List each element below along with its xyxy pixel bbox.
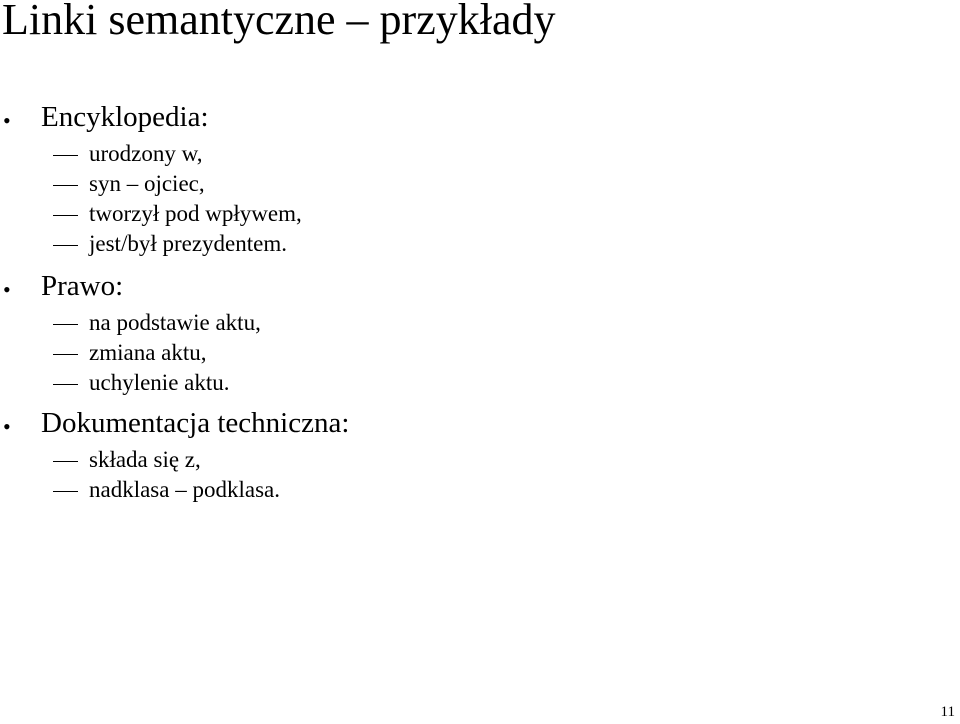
sub-item-text: na podstawie aktu, (89, 310, 261, 335)
dash-icon (53, 155, 78, 156)
page-number: 11 (940, 704, 955, 720)
sub-item-text: zmiana aktu, (89, 340, 207, 365)
sub-item-text: uchylenie aktu. (89, 370, 230, 395)
dash-icon (53, 185, 78, 186)
bullet-label: Dokumentacja techniczna: (41, 407, 350, 439)
sub-item-text: syn – ojciec, (89, 171, 205, 196)
bullet-icon: • (3, 277, 11, 302)
dash-icon (53, 384, 78, 385)
dash-icon (53, 491, 78, 492)
slide-title: Linki semantyczne – przykłady (2, 0, 556, 44)
sub-item-text: tworzył pod wpływem, (89, 201, 302, 226)
dash-icon (53, 354, 78, 355)
sub-item-text: jest/był prezydentem. (89, 231, 287, 256)
sub-item-text: składa się z, (89, 447, 201, 472)
dash-icon (53, 245, 78, 246)
bullet-label: Encyklopedia: (41, 101, 209, 133)
bullet-icon: • (3, 108, 11, 133)
sub-item-text: nadklasa – podklasa. (89, 477, 280, 502)
dash-icon (53, 324, 78, 325)
bullet-icon: • (3, 414, 11, 439)
dash-icon (53, 215, 78, 216)
dash-icon (53, 461, 78, 462)
bullet-label: Prawo: (41, 270, 124, 302)
sub-item-text: urodzony w, (89, 141, 203, 166)
